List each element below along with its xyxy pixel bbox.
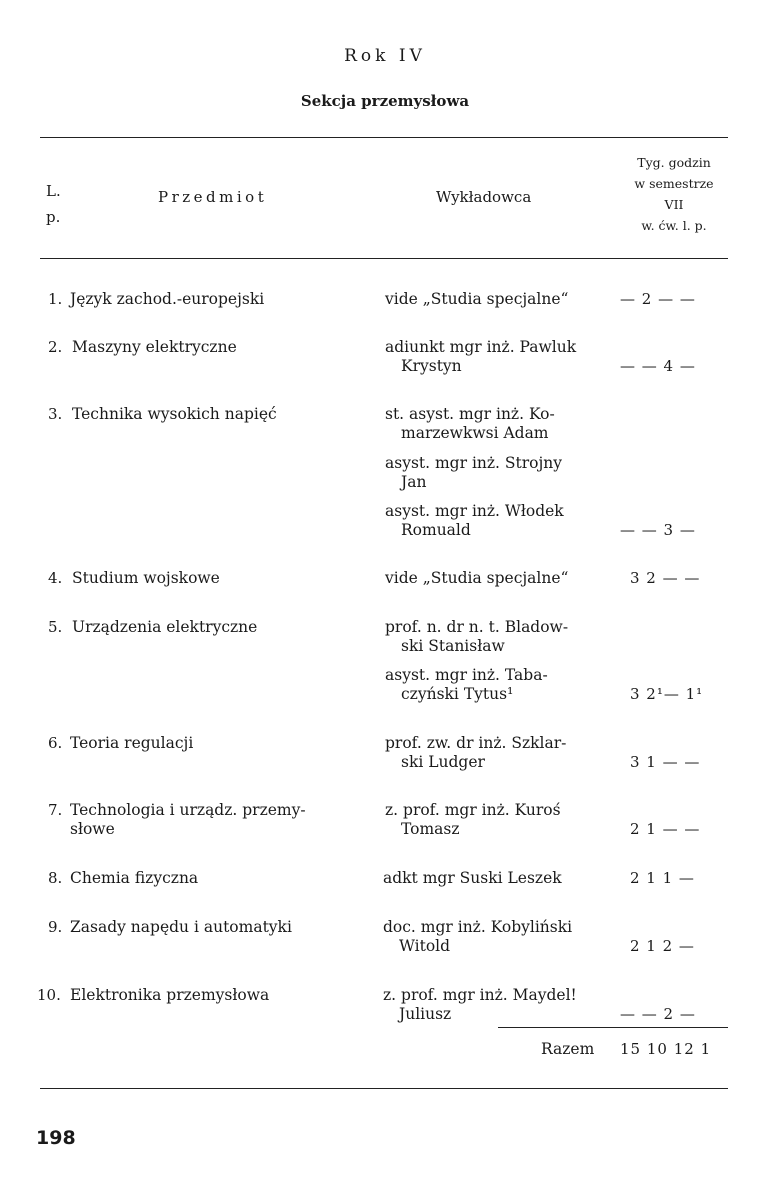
col-hours-header: Tyg. godzin w semestrze VII w. ćw. l. p. bbox=[634, 155, 714, 233]
row-number: 1. bbox=[48, 290, 63, 308]
row-subject: Technika wysokich napięć bbox=[72, 405, 277, 423]
row-hours: 2 1 1 — bbox=[630, 869, 695, 887]
row-hours: — 2 — — bbox=[620, 290, 696, 308]
table-top-rule bbox=[40, 137, 728, 138]
col-subject-header: Przedmiot bbox=[158, 188, 268, 206]
page-title: Rok IV bbox=[344, 46, 426, 66]
col-lp-header: L. p. bbox=[46, 182, 61, 226]
row-lecturer: z. prof. mgr inż. Maydel! Juliusz bbox=[383, 986, 577, 1023]
row-lecturer: vide „Studia specjalne“ bbox=[385, 569, 569, 587]
row-lecturer: asyst. mgr inż. Taba- czyński Tytus¹ bbox=[385, 666, 548, 703]
row-hours: 3 2 — — bbox=[630, 569, 701, 587]
table-bottom-rule bbox=[40, 1088, 728, 1089]
section-subtitle: Sekcja przemysłowa bbox=[300, 92, 470, 110]
row-subject: Chemia fizyczna bbox=[70, 869, 199, 887]
row-subject: Język zachod.-europejski bbox=[70, 290, 265, 308]
row-lecturer: st. asyst. mgr inż. Ko- marzewkwsi Adam bbox=[385, 405, 555, 442]
row-subject: Maszyny elektryczne bbox=[72, 338, 237, 356]
row-lecturer: z. prof. mgr inż. Kuroś Tomasz bbox=[385, 801, 561, 838]
row-number: 8. bbox=[48, 869, 63, 887]
total-values: 15 10 12 1 bbox=[620, 1040, 712, 1058]
row-number: 2. bbox=[48, 338, 63, 356]
row-number: 6. bbox=[48, 734, 63, 752]
header-bottom-rule bbox=[40, 258, 728, 259]
row-subject: Technologia i urządz. przemy- słowe bbox=[70, 801, 306, 838]
total-label: Razem bbox=[541, 1040, 595, 1058]
row-number: 3. bbox=[48, 405, 63, 423]
row-number: 5. bbox=[48, 618, 63, 636]
row-subject: Urządzenia elektryczne bbox=[72, 618, 258, 636]
row-lecturer: adkt mgr Suski Leszek bbox=[383, 869, 562, 887]
row-hours: — — 2 — bbox=[620, 1005, 696, 1023]
total-rule bbox=[498, 1027, 728, 1028]
row-lecturer: asyst. mgr inż. Włodek Romuald bbox=[385, 502, 564, 539]
row-subject: Zasady napędu i automatyki bbox=[70, 918, 292, 936]
row-lecturer: prof. n. dr n. t. Bladow- ski Stanisław bbox=[385, 618, 569, 655]
row-lecturer: asyst. mgr inż. Strojny Jan bbox=[385, 454, 563, 491]
row-lecturer: vide „Studia specjalne“ bbox=[385, 290, 569, 308]
row-hours: 2 1 2 — bbox=[630, 937, 695, 955]
row-hours: 3 1 — — bbox=[630, 753, 701, 771]
row-lecturer: doc. mgr inż. Kobyliński Witold bbox=[383, 918, 573, 955]
row-number: 4. bbox=[48, 569, 63, 587]
col-lecturer-header: Wykładowca bbox=[436, 188, 532, 206]
row-number: 7. bbox=[48, 801, 63, 819]
row-hours: 3 2¹— 1¹ bbox=[630, 685, 704, 703]
row-lecturer: adiunkt mgr inż. Pawluk Krystyn bbox=[385, 338, 577, 375]
row-hours: 2 1 — — bbox=[630, 820, 701, 838]
row-lecturer: prof. zw. dr inż. Szklar- ski Ludger bbox=[385, 734, 567, 771]
row-subject: Elektronika przemysłowa bbox=[70, 986, 270, 1004]
row-hours: — — 3 — bbox=[620, 521, 696, 539]
row-number: 10. bbox=[37, 986, 61, 1004]
row-subject: Studium wojskowe bbox=[72, 569, 220, 587]
row-subject: Teoria regulacji bbox=[70, 734, 194, 752]
row-hours: — — 4 — bbox=[620, 357, 696, 375]
row-number: 9. bbox=[48, 918, 63, 936]
page-number: 198 bbox=[36, 1127, 76, 1149]
